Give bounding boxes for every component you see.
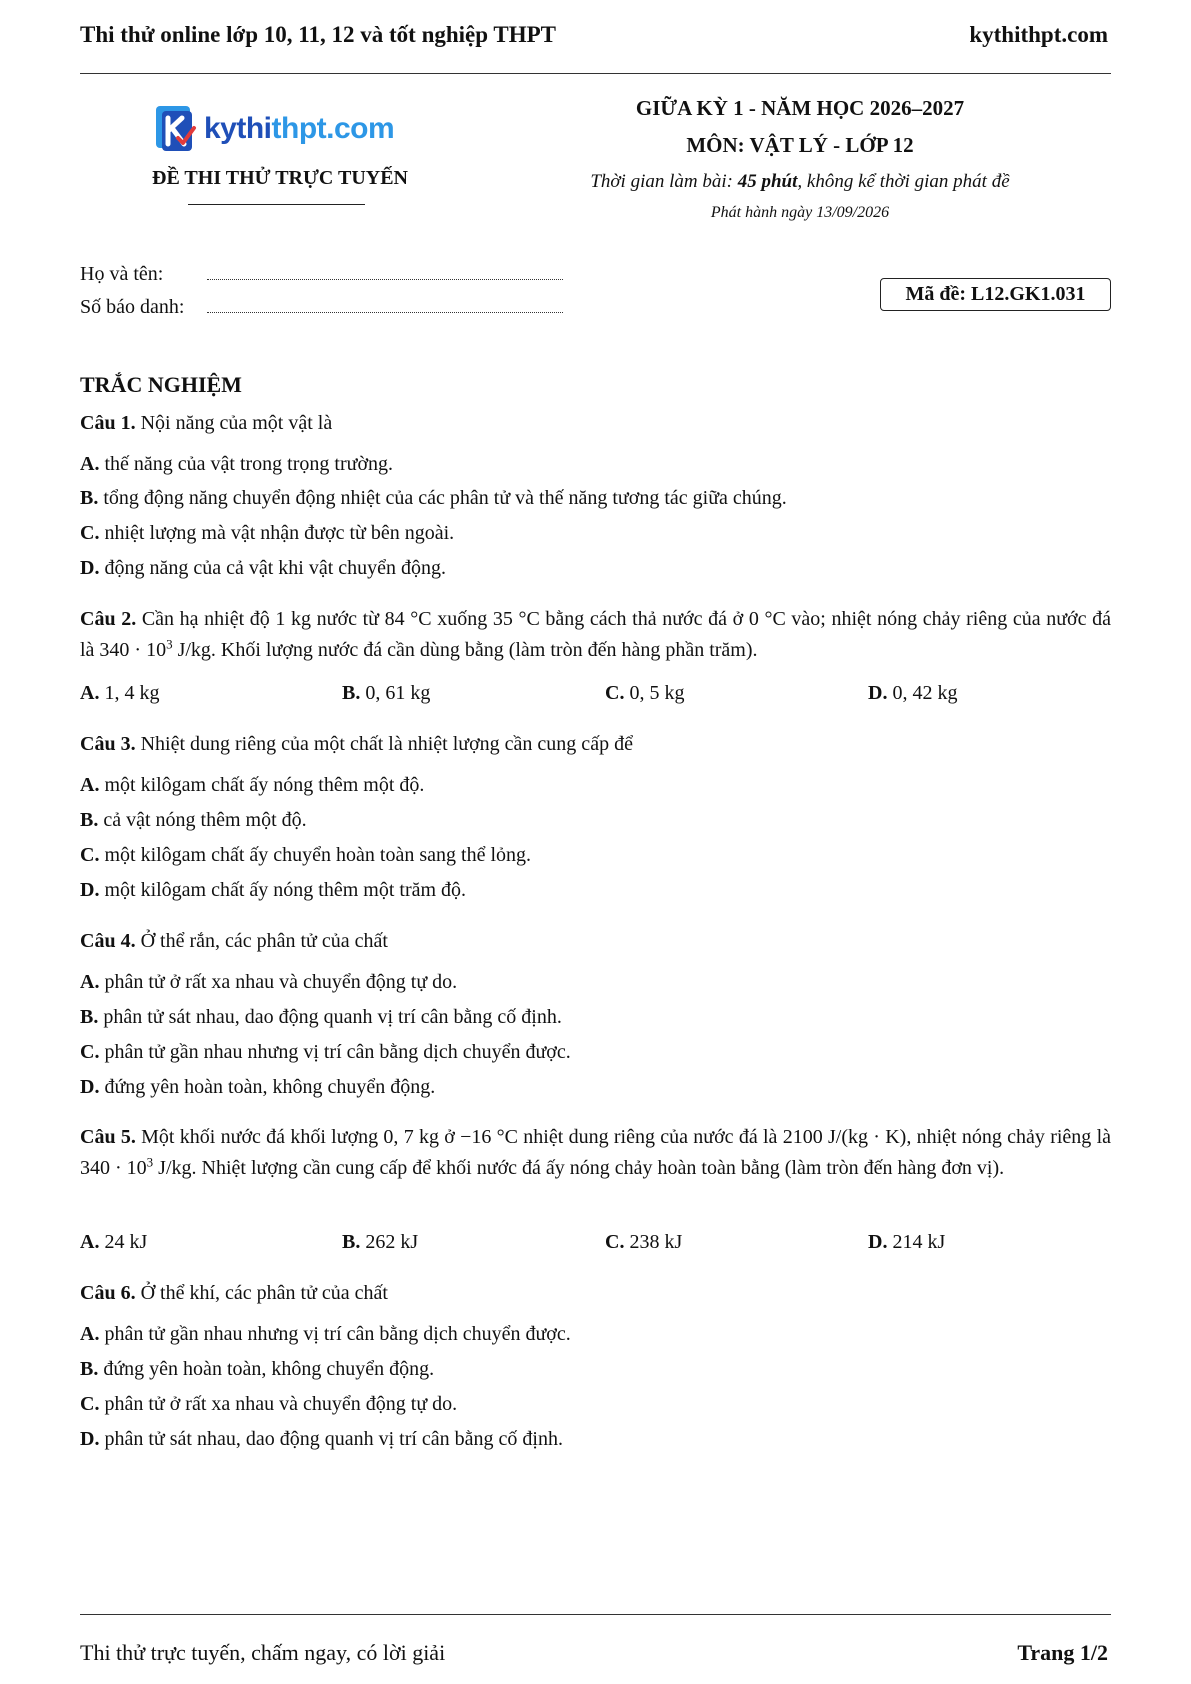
exam-release-date: Phát hành ngày 13/09/2026 (710, 204, 890, 221)
question-3-option-a[interactable] (80, 774, 1111, 797)
option-letter: D. (868, 682, 888, 704)
title-underline (188, 204, 365, 205)
exam-term: GIỮA KỲ 1 - NĂM HỌC 2026–2027 (635, 96, 965, 120)
footer-tagline: Thi thử trực tuyến, chấm ngay, có lời giải (80, 1640, 446, 1665)
question-4-option-a[interactable] (80, 971, 1111, 994)
option-text: 24 kJ (104, 1231, 148, 1253)
option-letter: B. (80, 1006, 99, 1028)
question-label: Câu 6. (80, 1282, 136, 1304)
question-1-option-c[interactable] (80, 522, 1111, 545)
question-5-option-a[interactable] (80, 1231, 147, 1254)
question-2-option-c[interactable] (605, 682, 684, 705)
option-letter: A. (80, 453, 100, 475)
question-4-option-c[interactable] (80, 1041, 1111, 1064)
option-letter: B. (80, 1358, 99, 1380)
question-text-cont: J/kg. Nhiệt lượng cần cung cấp để khối nước đá ấy nóng chảy hoàn toàn bằng (làm tròn đến hàng đơn vị). (153, 1157, 1005, 1179)
option-letter: B. (80, 809, 99, 831)
option-letter: D. (868, 1231, 888, 1253)
question-2-option-d[interactable] (868, 682, 957, 705)
option-letter: A. (80, 774, 100, 796)
option-letter: D. (80, 1428, 100, 1450)
option-letter: A. (80, 1323, 100, 1345)
question-text: Ở thể khí, các phân tử của chất (140, 1282, 388, 1304)
logo-part-1: kythi (204, 112, 272, 145)
option-text: phân tử ở rất xa nhau và chuyển động tự do. (104, 971, 458, 993)
option-text: động năng của cả vật khi vật chuyển động. (104, 557, 447, 579)
logo-icon (152, 104, 198, 154)
question-text: Nội năng của một vật là (140, 412, 333, 434)
option-text: 238 kJ (629, 1231, 683, 1253)
question-5 (80, 1122, 1111, 1184)
question-5-option-b[interactable] (342, 1231, 418, 1254)
option-text: thế năng của vật trong trọng trường. (104, 453, 394, 475)
option-text: đứng yên hoàn toàn, không chuyển động. (103, 1358, 435, 1380)
candidate-id-label: Số báo danh: (80, 296, 185, 318)
question-5-option-c[interactable] (605, 1231, 682, 1254)
option-text: phân tử gần nhau nhưng vị trí cân bằng dịch chuyển được. (104, 1323, 571, 1345)
question-2 (80, 604, 1111, 666)
section-title: TRẮC NGHIỆM (80, 372, 242, 397)
header-site-name: kythithpt.com (969, 22, 1108, 47)
duration-value: 45 phút (737, 171, 798, 192)
question-4-option-d[interactable] (80, 1076, 1111, 1099)
question-text: Cần hạ nhiệt độ 1 kg nước từ 84 °C xuống 35 °C bằng cách thả nước đá ở 0 °C vào; nhiệt nóng chảy riêng của nước đá là 340 · 10 (80, 608, 1111, 661)
question-3-option-b[interactable] (80, 809, 1111, 832)
question-3 (80, 729, 1111, 760)
page-number: Trang 1/2 (1017, 1640, 1108, 1665)
logo-wordmark (204, 112, 394, 146)
option-letter: D. (80, 879, 100, 901)
option-text: 0, 42 kg (892, 682, 958, 704)
name-label: Họ và tên: (80, 263, 164, 285)
question-6-option-d[interactable] (80, 1428, 1111, 1451)
option-letter: A. (80, 971, 100, 993)
question-label: Câu 2. (80, 608, 137, 630)
header-divider (80, 73, 1111, 74)
option-letter: C. (80, 844, 100, 866)
option-letter: A. (80, 1231, 100, 1253)
question-text-cont: J/kg. Khối lượng nước đá cần dùng bằng (làm tròn đến hàng phần trăm). (172, 639, 758, 661)
option-letter: C. (605, 1231, 625, 1253)
option-text: 0, 5 kg (629, 682, 685, 704)
question-2-option-a[interactable] (80, 682, 159, 705)
question-text: Ở thể rắn, các phân tử của chất (140, 930, 388, 952)
question-6-option-b[interactable] (80, 1358, 1111, 1381)
option-letter: C. (80, 1041, 100, 1063)
question-6-option-a[interactable] (80, 1323, 1111, 1346)
option-text: một kilôgam chất ấy nóng thêm một trăm độ. (104, 879, 467, 901)
question-6 (80, 1278, 1111, 1309)
question-4-option-b[interactable] (80, 1006, 1111, 1029)
candidate-id-field[interactable] (80, 296, 563, 319)
option-text: cả vật nóng thêm một độ. (103, 809, 307, 831)
footer-divider (80, 1614, 1111, 1615)
exam-code-box: Mã đề: L12.GK1.031 (880, 278, 1111, 311)
option-text: nhiệt lượng mà vật nhận được từ bên ngoài. (104, 522, 455, 544)
name-field[interactable] (80, 263, 563, 286)
duration-prefix: Thời gian làm bài: (590, 171, 738, 192)
option-letter: C. (605, 682, 625, 704)
option-text: 214 kJ (892, 1231, 946, 1253)
option-text: phân tử gần nhau nhưng vị trí cân bằng dịch chuyển được. (104, 1041, 571, 1063)
option-letter: A. (80, 682, 100, 704)
header-site-tagline: Thi thử online lớp 10, 11, 12 và tốt nghiệp THPT (80, 22, 556, 47)
duration-suffix: , không kể thời gian phát đề (797, 171, 1010, 192)
question-2-option-b[interactable] (342, 682, 430, 705)
option-letter: D. (80, 557, 100, 579)
question-3-option-c[interactable] (80, 844, 1111, 867)
question-3-option-d[interactable] (80, 879, 1111, 902)
question-exponent: 3 (146, 1154, 154, 1170)
question-6-option-c[interactable] (80, 1393, 1111, 1416)
question-1-option-d[interactable] (80, 557, 1111, 580)
option-letter: C. (80, 522, 100, 544)
question-label: Câu 5. (80, 1126, 136, 1148)
question-text: Nhiệt dung riêng của một chất là nhiệt lượng cần cung cấp để (140, 733, 633, 755)
question-5-option-d[interactable] (868, 1231, 945, 1254)
question-1-option-b[interactable] (80, 487, 1111, 510)
option-letter: D. (80, 1076, 100, 1098)
option-text: một kilôgam chất ấy chuyển hoàn toàn sang thể lỏng. (104, 844, 532, 866)
logo-part-2: thpt.com (271, 112, 395, 145)
option-text: 262 kJ (365, 1231, 419, 1253)
option-text: 0, 61 kg (365, 682, 431, 704)
option-text: phân tử sát nhau, dao động quanh vị trí cân bằng cố định. (103, 1006, 562, 1028)
question-1 (80, 408, 1111, 439)
option-letter: B. (80, 487, 99, 509)
exam-duration (500, 171, 1100, 193)
question-4 (80, 926, 1111, 957)
question-text: Một khối nước đá khối lượng 0, 7 kg ở −16 °C nhiệt dung riêng của nước đá là 2100 J/(kg · K), nhiệt nóng chảy riêng là 340 · 10 (80, 1126, 1111, 1179)
kythithpt-logo (152, 101, 407, 157)
option-letter: B. (342, 682, 361, 704)
option-text: một kilôgam chất ấy nóng thêm một độ. (104, 774, 425, 796)
question-1-option-a[interactable] (80, 453, 1111, 476)
exam-subject: MÔN: VẬT LÝ - LỚP 12 (686, 133, 914, 157)
option-text: phân tử ở rất xa nhau và chuyển động tự do. (104, 1393, 458, 1415)
option-text: phân tử sát nhau, dao động quanh vị trí cân bằng cố định. (104, 1428, 563, 1450)
question-label: Câu 3. (80, 733, 136, 755)
question-label: Câu 4. (80, 930, 136, 952)
question-label: Câu 1. (80, 412, 136, 434)
online-exam-title: ĐỀ THI THỬ TRỰC TUYẾN (152, 167, 408, 189)
option-text: tổng động năng chuyển động nhiệt của các phân tử và thế năng tương tác giữa chúng. (103, 487, 787, 509)
name-blank[interactable] (207, 263, 563, 280)
option-text: đứng yên hoàn toàn, không chuyển động. (104, 1076, 436, 1098)
candidate-id-blank[interactable] (207, 296, 563, 313)
option-letter: B. (342, 1231, 361, 1253)
option-text: 1, 4 kg (104, 682, 160, 704)
question-exponent: 3 (166, 636, 173, 652)
option-letter: C. (80, 1393, 100, 1415)
